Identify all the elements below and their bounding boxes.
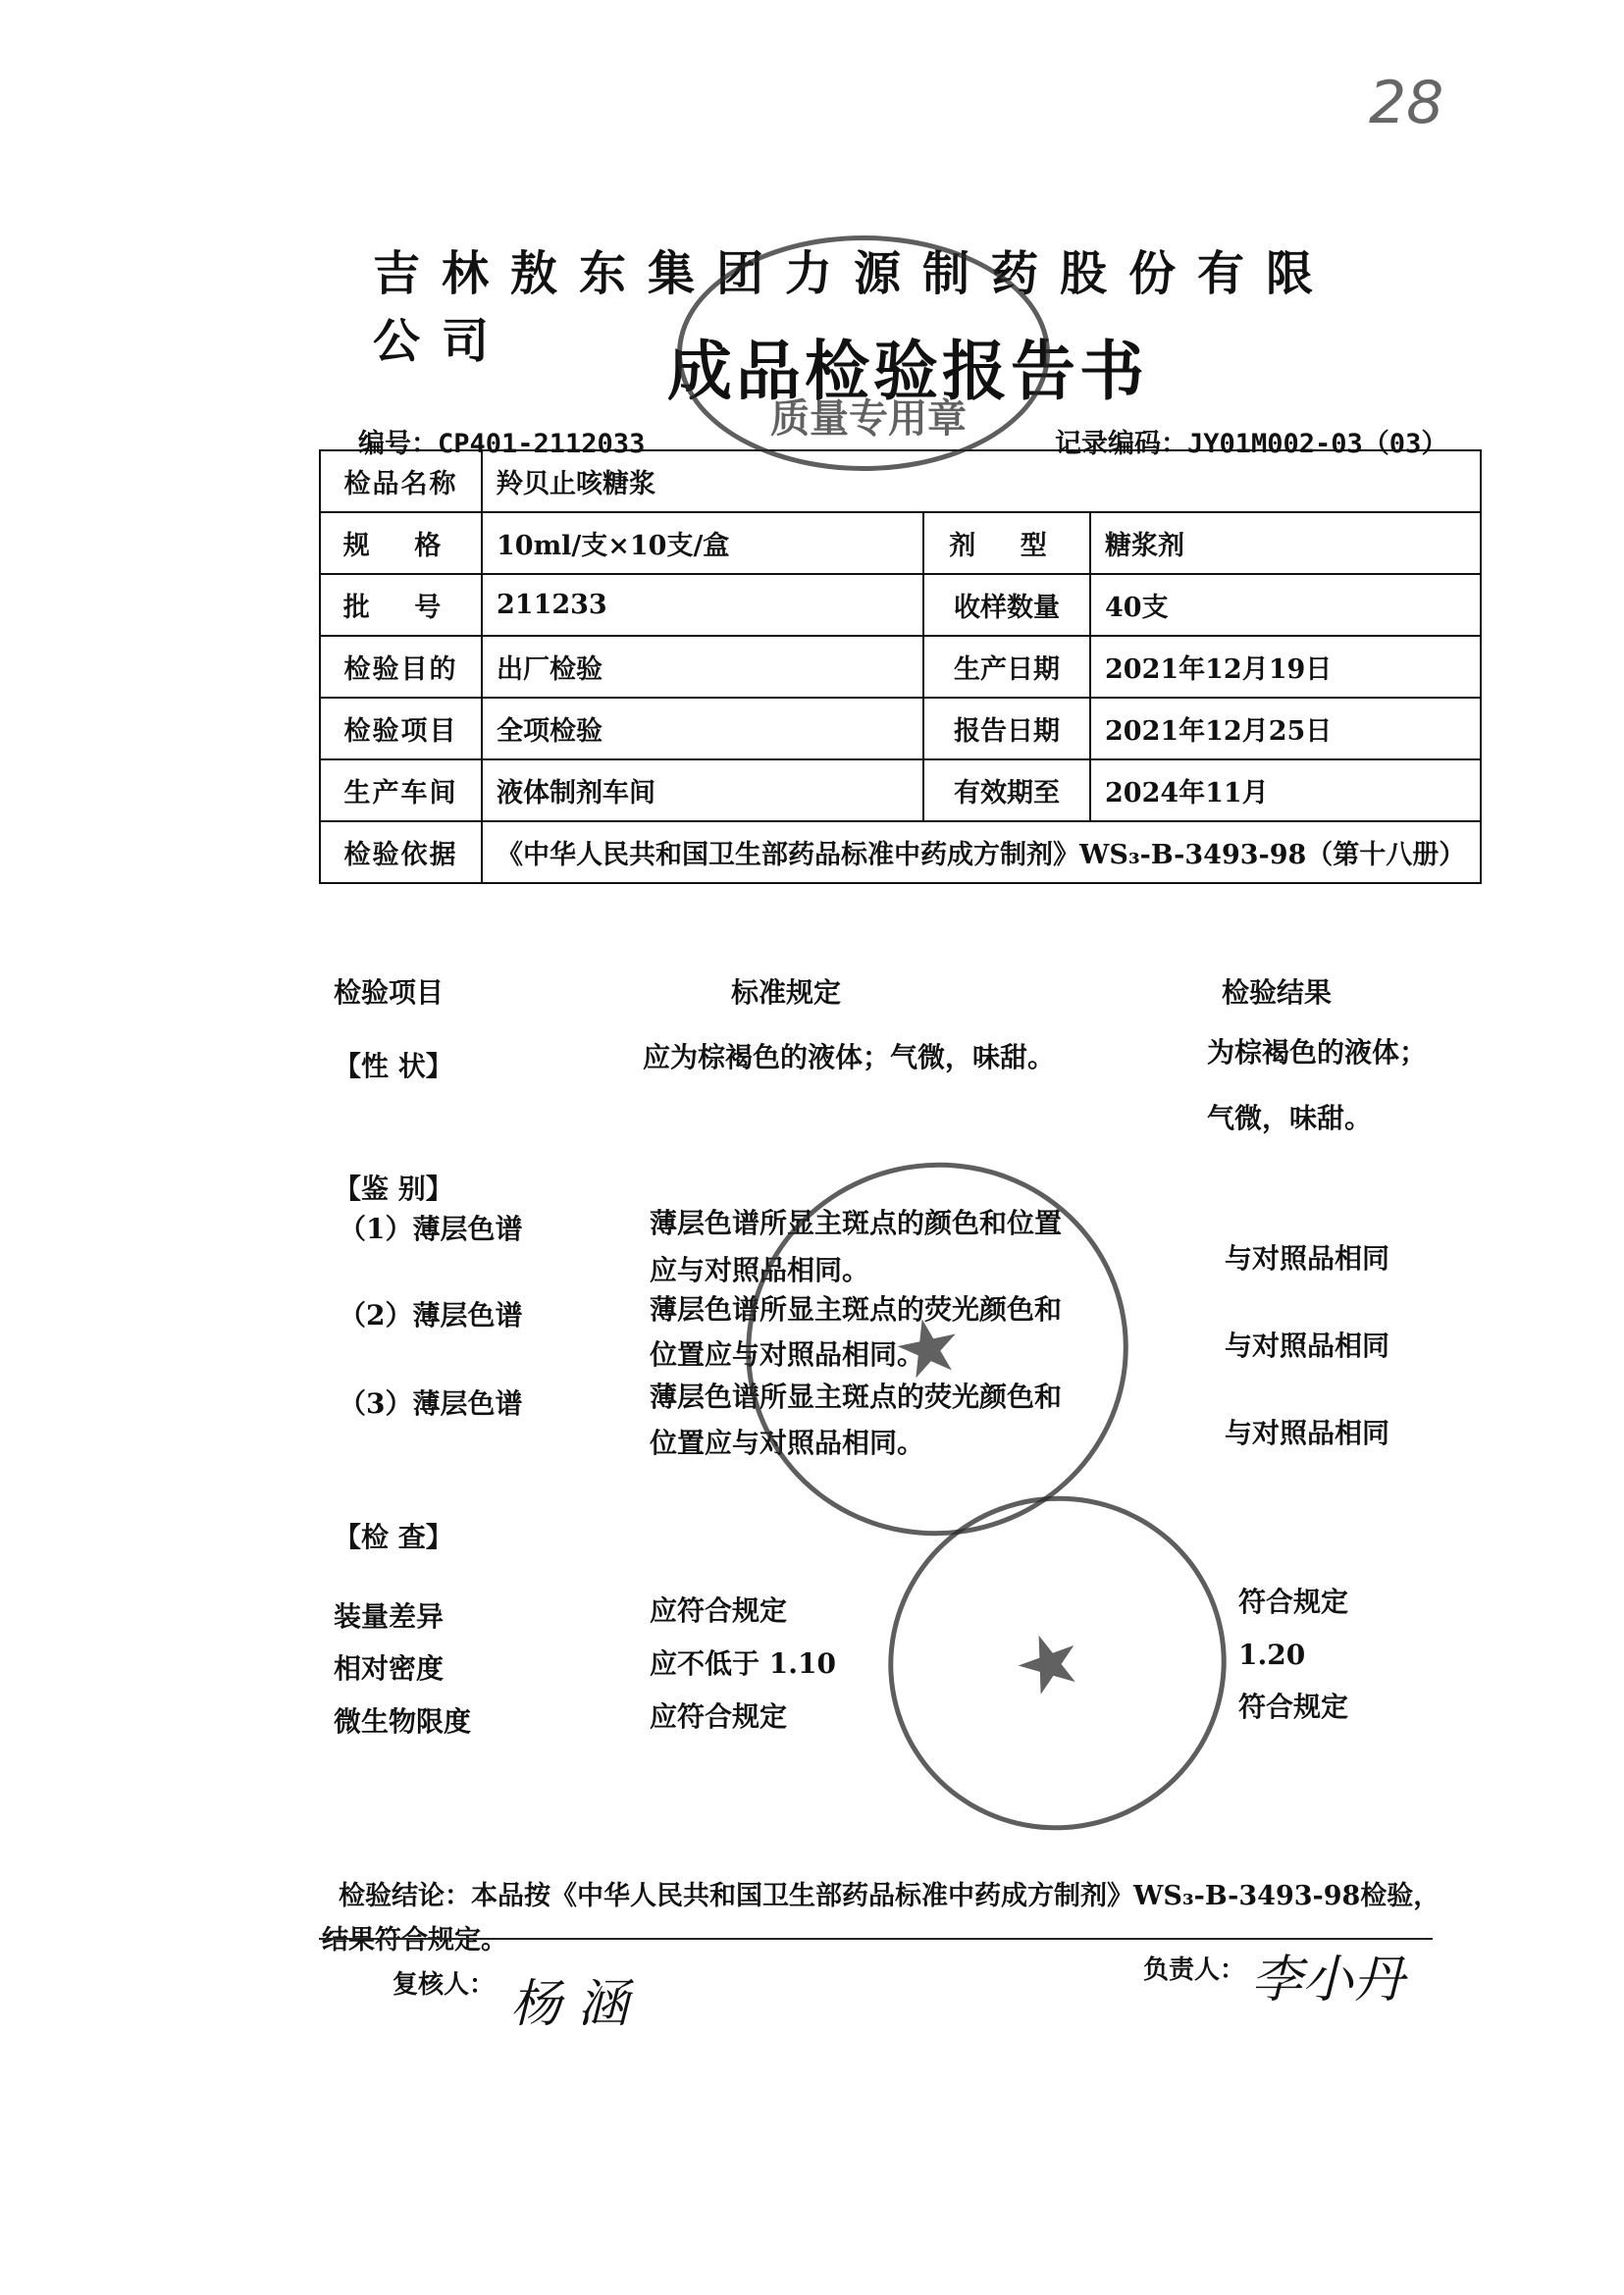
responsible-signature: 李小丹 <box>1251 1951 1405 2009</box>
seal-star-icon: ★ <box>889 1301 968 1394</box>
report-code-label: 编号： <box>358 429 438 459</box>
pharma-seal <box>841 1448 1273 1877</box>
appearance-heading: 【性 状】 <box>334 1050 453 1082</box>
expiry-label: 有效期至 <box>923 759 1090 821</box>
ident-3-standard-2: 位置应与对照品相同。 <box>650 1427 925 1459</box>
table-row <box>320 450 1481 512</box>
table-row <box>320 821 1481 883</box>
basis-value: 《中华人民共和国卫生部药品标准中药成方制剂》WS₃-B-3493-98（第十八册） <box>482 821 1481 883</box>
inspection-heading: 【检 查】 <box>334 1521 453 1553</box>
table-row <box>320 574 1481 636</box>
insp-2-result: 1.20 <box>1238 1639 1306 1671</box>
purpose-value: 出厂检验 <box>482 636 923 698</box>
item-label: 检验项目 <box>320 698 482 759</box>
identification-heading: 【鉴 别】 <box>334 1173 453 1205</box>
table-row <box>320 636 1481 698</box>
prod-date-value: 2021年12月19日 <box>1090 636 1481 698</box>
col-item-header: 检验项目 <box>334 976 445 1009</box>
document-title: 成品检验报告书 <box>667 333 1148 409</box>
spec-value: 10ml/支×10支/盒 <box>482 512 923 574</box>
ident-3-result: 与对照品相同 <box>1225 1417 1390 1449</box>
table-row <box>320 698 1481 759</box>
insp-3-result: 符合规定 <box>1238 1691 1349 1723</box>
record-code-value: JY01M002-03（03） <box>1187 429 1448 459</box>
ident-1-standard-1: 薄层色谱所显主斑点的颜色和位置 <box>650 1207 1063 1239</box>
ident-3-standard-1: 薄层色谱所显主斑点的荧光颜色和 <box>650 1381 1063 1413</box>
workshop-label: 生产车间 <box>320 759 482 821</box>
ident-1-standard-2: 应与对照品相同。 <box>650 1254 870 1286</box>
reviewer-signature: 杨 涵 <box>510 1975 629 2034</box>
responsible-label: 负责人： <box>1143 1956 1246 1985</box>
appearance-standard: 应为棕褐色的液体；气微，味甜。 <box>643 1041 1056 1073</box>
prod-date-label: 生产日期 <box>923 636 1090 698</box>
batch-value: 211233 <box>482 574 923 636</box>
form-label: 剂 型 <box>923 512 1090 574</box>
item-value: 全项检验 <box>482 698 923 759</box>
report-date-value: 2021年12月25日 <box>1090 698 1481 759</box>
insp-1-result: 符合规定 <box>1238 1586 1349 1618</box>
seal-star-icon: ★ <box>1005 1613 1092 1712</box>
appearance-result-1: 为棕褐色的液体； <box>1207 1036 1428 1069</box>
batch-label: 批 号 <box>320 574 482 636</box>
insp-3-standard: 应符合规定 <box>650 1700 788 1733</box>
col-standard-header: 标准规定 <box>731 976 842 1009</box>
sample-qty-value: 40支 <box>1090 574 1481 636</box>
ident-3-name: （3）薄层色谱 <box>339 1387 523 1420</box>
ident-2-standard-2: 位置应与对照品相同。 <box>650 1338 925 1371</box>
purpose-label: 检验目的 <box>320 636 482 698</box>
record-code-label: 记录编码： <box>1055 429 1187 459</box>
conclusion-line-1: 检验结论：本品按《中华人民共和国卫生部药品标准中药成方制剂》WS₃-B-3493-98检验， <box>339 1881 1441 1911</box>
spec-label: 规 格 <box>320 512 482 574</box>
reviewer-label: 复核人： <box>393 1970 496 2000</box>
report-code-value: CP401-2112033 <box>438 429 646 459</box>
insp-2-name: 相对密度 <box>334 1652 445 1685</box>
insp-1-standard: 应符合规定 <box>650 1594 788 1627</box>
quality-stamp-text: 质量专用章 <box>770 395 967 442</box>
ident-2-result: 与对照品相同 <box>1225 1330 1390 1362</box>
ident-2-name: （2）薄层色谱 <box>339 1299 523 1331</box>
ident-2-standard-1: 薄层色谱所显主斑点的荧光颜色和 <box>650 1293 1063 1326</box>
appearance-result-2: 气微，味甜。 <box>1207 1102 1373 1134</box>
col-result-header: 检验结果 <box>1222 976 1333 1009</box>
table-row <box>320 512 1481 574</box>
basis-label: 检验依据 <box>320 821 482 883</box>
ident-1-result: 与对照品相同 <box>1225 1242 1390 1275</box>
form-value: 糖浆剂 <box>1090 512 1481 574</box>
info-table <box>319 449 1482 884</box>
table-row <box>320 759 1481 821</box>
conclusion-line-2: 结果符合规定。 <box>322 1925 507 1956</box>
product-name-label: 检品名称 <box>320 450 482 512</box>
expiry-value: 2024年11月 <box>1090 759 1481 821</box>
company-name: 吉林敖东集团力源制药股份有限公司 <box>373 246 1336 369</box>
ident-1-name: （1）薄层色谱 <box>339 1213 523 1245</box>
sample-qty-label: 收样数量 <box>923 574 1090 636</box>
page-number: 28 <box>1369 69 1444 137</box>
workshop-value: 液体制剂车间 <box>482 759 923 821</box>
insp-2-standard: 应不低于 1.10 <box>650 1647 836 1680</box>
report-date-label: 报告日期 <box>923 698 1090 759</box>
insp-1-name: 装量差异 <box>334 1600 445 1633</box>
insp-3-name: 微生物限度 <box>334 1705 472 1738</box>
product-name-value: 羚贝止咳糖浆 <box>482 450 1481 512</box>
